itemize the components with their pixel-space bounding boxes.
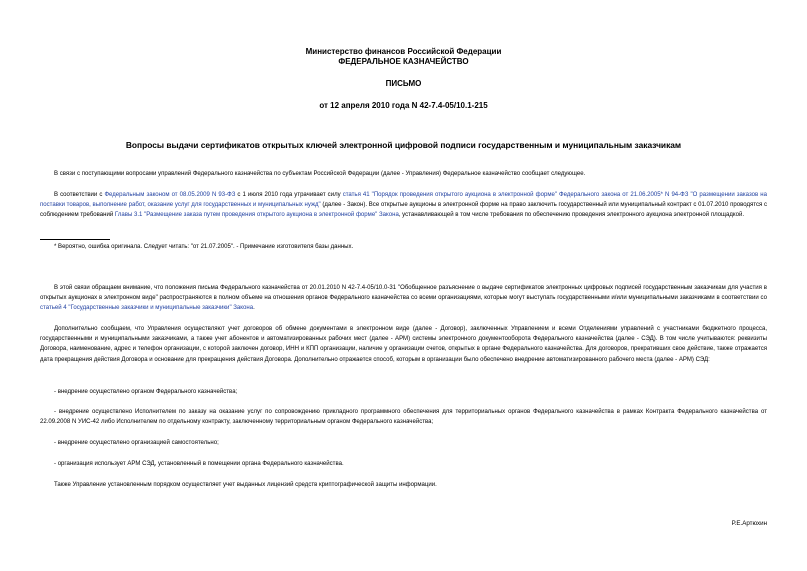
paragraph-licenses: Также Управление установленным порядком осуществляет учет выданных лицензий средств криптографической защиты информации. <box>54 482 437 488</box>
p2-text-1: В соответствии с <box>54 192 105 198</box>
paragraph-intro: В связи с поступающими вопросами управлений Федерального казначейства по субъектам Российской Федерации (далее - Управления) Федеральное казначейство сообщает следующее. <box>54 171 586 177</box>
p2-text-4: , устанавливающей в том числе требования по обеспечению проведения электронного аукциона электронной площадкой. <box>398 212 745 219</box>
document-title: Вопросы выдачи сертификатов открытых ключей электронной цифровой подписи государственным и муниципальным заказчикам <box>125 140 682 150</box>
link-chapter-3-1[interactable]: Главы 3.1 "Размещение заказа путем проведения открытого аукциона в электронной форме" Закона <box>114 212 399 219</box>
agency-name: ФЕДЕРАЛЬНОЕ КАЗНАЧЕЙСТВО <box>338 57 469 66</box>
link-federal-law-93fz[interactable]: Федеральным законом от 08.05.2009 N 93-ФЗ <box>104 192 236 198</box>
p2-text-2: с 1 июля 2010 года утрачивает силу <box>235 192 343 198</box>
signature: Р.Е.Артюхин <box>731 520 767 527</box>
paragraph-contracts-accounting: Дополнительно сообщаем, что Управления осуществляют учет договоров об обмене документами в электронном виде (далее - Договор), заключенных Управлением и всеми Отделениями управлений с участниками бюджетного процесса, государственными и муниципальными заказчиками, а также учет абонентов и автоматизированных рабочих мест (далее - АРМ) системы электронного документооборота Федерального казначейства (далее - СЭД). В том числе учитываются: реквизиты Договора, наименование, адрес и телефон организации, с которой заключен договор, ИНН и КПП организации, наличие у организации счетов, открытых в органе Федерального казначейства. Для договоров, прекративших свое действие, также отражается дата прекращения действия Договора и основание для прекращения действия Договора. Дополнительно отражается способ, которым в организации было обеспечено внедрение автоматизированного рабочего места (далее - АРМ) СЭД: <box>40 326 767 363</box>
list-item: - внедрение осуществлено организацией самостоятельно; <box>54 440 219 446</box>
paragraph-letter-reference <box>40 283 767 314</box>
p2-text-3: (далее - Закон). Все открытые аукционы в электронной форме на право заключить государственный или муниципальный контракт с 01.07.2010 проводятся с соблюдением требований <box>40 202 767 219</box>
ministry-name: Министерство финансов Российской Федерации <box>305 47 502 56</box>
list-item: - внедрение осуществлено Исполнителем по заказу на оказание услуг по сопровождению прикладного программного обеспечения для территориальных органов Федерального казначейства в рамках Контракта Федерального казначейства от 22.09.2008 N УИС-42 либо Исполнителем по отдельному контракту, заключенному территориальным органом Федерального казначейства; <box>40 409 767 426</box>
link-article-41-law-94fz[interactable]: статья 41 "Порядок проведения открытого аукциона в электронной форме" Федерального закона от 21.06.2005* N 94-ФЗ "О размещении заказов на поставки товаров, выполнение работ, оказание услуг для государственных и муниципальных нужд" <box>40 192 767 209</box>
document-type: ПИСЬМО <box>385 79 422 88</box>
list-item: - внедрение осуществлено органом Федерального казначейства; <box>54 389 238 395</box>
paragraph-law-change <box>40 190 767 221</box>
document-date-number: от 12 апреля 2010 года N 42-7.4-05/10.1-215 <box>319 101 488 110</box>
footnote: * Вероятно, ошибка оригинала. Следует читать: "от 21.07.2005". - Примечание изготовителя базы данных. <box>54 244 354 250</box>
p3-text-1: В этой связи обращаем внимание, что положения письма Федерального казначейства от 20.01.2010 N 42-7.4-05/10.0-31 "Обобщенное разъяснение о выдаче сертификатов электронных цифровых подписей государственным заказчикам для участия в открытых аукционах в электронном виде" распространяются в полном объеме на отношения органов Федерального казначейства со всеми организациями, которые могут выступать государственными и/или муниципальными заказчиками в соответствии со <box>40 285 767 302</box>
p3-text-2: . <box>253 305 255 312</box>
footnote-separator <box>40 239 110 240</box>
link-article-4[interactable]: статьей 4 "Государственные заказчики и муниципальные заказчики" Закона <box>40 305 254 312</box>
list-item: - организация использует АРМ СЭД, установленный в помещении органа Федерального казначейства. <box>54 461 344 467</box>
